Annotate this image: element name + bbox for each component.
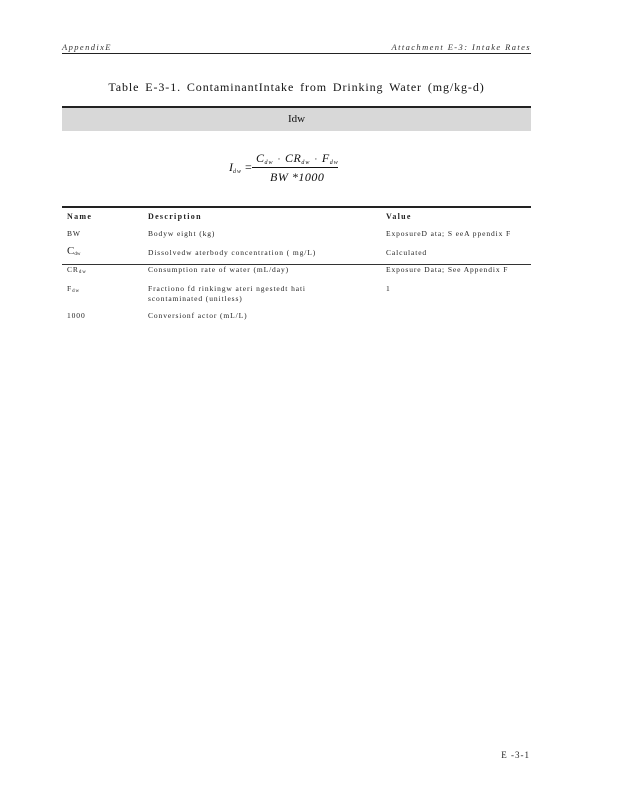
header-name: Name bbox=[67, 212, 93, 221]
row-value: Exposure Data; See Appendix F bbox=[386, 265, 509, 274]
running-header bbox=[62, 42, 531, 52]
row-description: Consumption rate of water (mL/day) bbox=[148, 265, 289, 274]
band-label: Idw bbox=[287, 113, 306, 125]
table-title: Table E-3-1. ContaminantIntake from Drinking Water (mg/kg-d) bbox=[108, 80, 485, 94]
row-value: 1 bbox=[386, 284, 391, 293]
header-right: Attachment E-3: Intake Rates bbox=[391, 42, 531, 52]
header-left: AppendixE bbox=[62, 42, 112, 52]
row-name: $F_{dw}$ bbox=[67, 284, 80, 294]
formula-lhs: $I_{dw}$ bbox=[229, 160, 243, 175]
row-name: 1000 bbox=[67, 311, 86, 320]
intake-formula bbox=[0, 150, 618, 190]
row-name: $CR_{dw}$ bbox=[67, 265, 87, 275]
page-number: E -3-1 bbox=[501, 750, 530, 760]
row-name: $C_{dw}$ bbox=[67, 245, 81, 257]
table-top-rule bbox=[62, 206, 531, 208]
row-value: Calculated bbox=[386, 248, 428, 257]
formula-numerator: $C_{dw} \cdot CR_{dw} \cdot F_{dw}$ bbox=[256, 151, 339, 166]
header-value: Value bbox=[386, 212, 412, 221]
row-description: Dissolvedw aterbody concentration ( mg/L) bbox=[148, 248, 317, 257]
formula-equals: = bbox=[245, 160, 252, 174]
formula-denominator: BW *1000 bbox=[270, 170, 325, 184]
formula-fraction-bar bbox=[252, 167, 338, 168]
row-name: BW bbox=[67, 229, 81, 238]
header-rule bbox=[62, 53, 531, 54]
table-band bbox=[62, 106, 531, 131]
row-description: Conversionf actor (mL/L) bbox=[148, 311, 248, 320]
row-value: ExposureD ata; S eeA ppendix F bbox=[386, 229, 512, 238]
row-description: Fractiono fd rinkingw ateri ngestedt hati scontaminated (unitless) bbox=[148, 284, 306, 303]
header-description: Description bbox=[148, 212, 202, 221]
row-description: Bodyw eight (kg) bbox=[148, 229, 216, 238]
